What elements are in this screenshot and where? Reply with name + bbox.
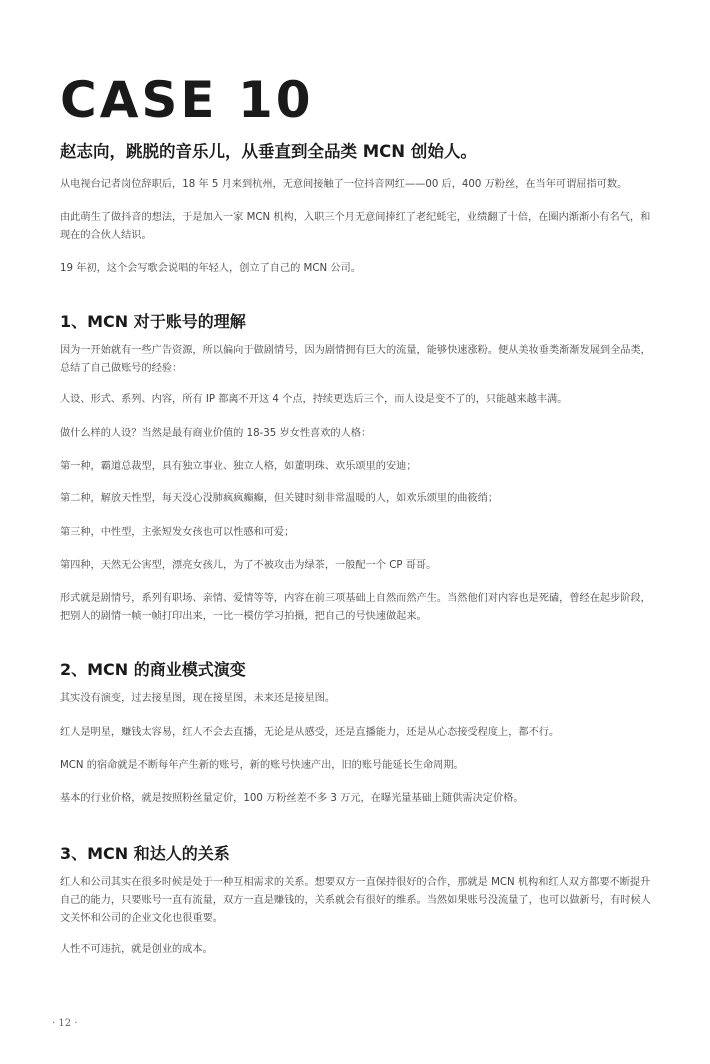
section-2-paragraph-4: 基本的行业价格，就是按照粉丝量定价，100 万粉丝差不多 3 万元，在曝光量基础上随供需决定价格。 bbox=[60, 793, 524, 804]
section-1-paragraph-2: 人设、形式、系列、内容，所有 IP 都离不开这 4 个点，持续更迭后三个，而人设是变不了的，只能越来越丰满。 bbox=[60, 394, 568, 405]
section-3-heading: 3、MCN 和达人的关系 bbox=[60, 844, 230, 863]
intro-paragraph-2: 由此萌生了做抖音的想法，于是加入一家 MCN 机构，入职三个月无意间捧红了老纪蚝宅，业绩翻了十倍，在圈内渐渐小有名气，和现在的合伙人结识。 bbox=[60, 212, 651, 241]
section-1-paragraph-1: 因为一开始就有一些广告资源，所以偏向于做剧情号，因为剧情拥有巨大的流量，能够快速涨粉。便从美妆垂类渐渐发展到全品类，总结了自己做账号的经验： bbox=[60, 345, 651, 374]
case-title: CASE 10 bbox=[60, 71, 314, 129]
section-1-paragraph-7: 第四种，天然无公害型，漂亮女孩儿，为了不被攻击为绿茶，一般配一个 CP 哥哥。 bbox=[60, 560, 437, 571]
intro-paragraph-1: 从电视台记者岗位辞职后，18 年 5 月来到杭州，无意间接触了一位抖音网红——00 后，400 万粉丝，在当年可谓屈指可数。 bbox=[60, 179, 628, 190]
section-1-paragraph-8: 形式就是剧情号，系列有职场、亲情、爱情等等，内容在前三项基础上自然而然产生。当然他们对内容也是死磕，曾经在起步阶段，把别人的剧情一帧一帧打印出来，一比一模仿学习拍摄，把自己的号快速做起来。 bbox=[60, 593, 651, 622]
section-2-paragraph-3: MCN 的宿命就是不断每年产生新的账号，新的账号快速产出，旧的账号能延长生命周期。 bbox=[60, 760, 464, 771]
page-number: · 12 · bbox=[52, 1018, 78, 1029]
section-1-paragraph-4: 第一种，霸道总裁型，具有独立事业、独立人格，如董明珠、欢乐颂里的安迪； bbox=[60, 461, 417, 472]
intro-paragraph-3: 19 年初，这个会写歌会说唱的年轻人，创立了自己的 MCN 公司。 bbox=[60, 263, 361, 274]
section-3-paragraph-2: 人性不可违抗，就是创业的成本。 bbox=[60, 944, 213, 955]
section-1-paragraph-6: 第三种，中性型，主张短发女孩也可以性感和可爱； bbox=[60, 527, 295, 538]
section-2-paragraph-2: 红人是明星，赚钱太容易，红人不会去直播，无论是从感受，还是直播能力，还是从心态接受程度上，都不行。 bbox=[60, 727, 560, 738]
section-1-paragraph-3: 做什么样的人设？当然是最有商业价值的 18-35 岁女性喜欢的人格： bbox=[60, 428, 372, 439]
section-3-paragraph-1: 红人和公司其实在很多时候是处于一种互相需求的关系。想要双方一直保持很好的合作，那就是 MCN 机构和红人双方都要不断提升自己的能力，只要账号一直有流量，双方一直是赚钱的，关系就会有很好的维系。当然如果账号没流量了，也可以做新号，有时候人文关怀和公司的企业文化也很重要。 bbox=[60, 877, 651, 924]
section-1-paragraph-5: 第二种，解放天性型，每天没心没肺疯疯癫癫，但关键时刻非常温暖的人，如欢乐颂里的曲筱绡； bbox=[60, 493, 499, 504]
section-2-paragraph-1: 其实没有演变，过去接星图，现在接星图，未来还是接星图。 bbox=[60, 693, 336, 704]
section-1-heading: 1、MCN 对于账号的理解 bbox=[60, 312, 246, 331]
section-2-heading: 2、MCN 的商业模式演变 bbox=[60, 660, 246, 679]
case-subtitle: 赵志向，跳脱的音乐儿，从垂直到全品类 MCN 创始人。 bbox=[60, 142, 477, 161]
